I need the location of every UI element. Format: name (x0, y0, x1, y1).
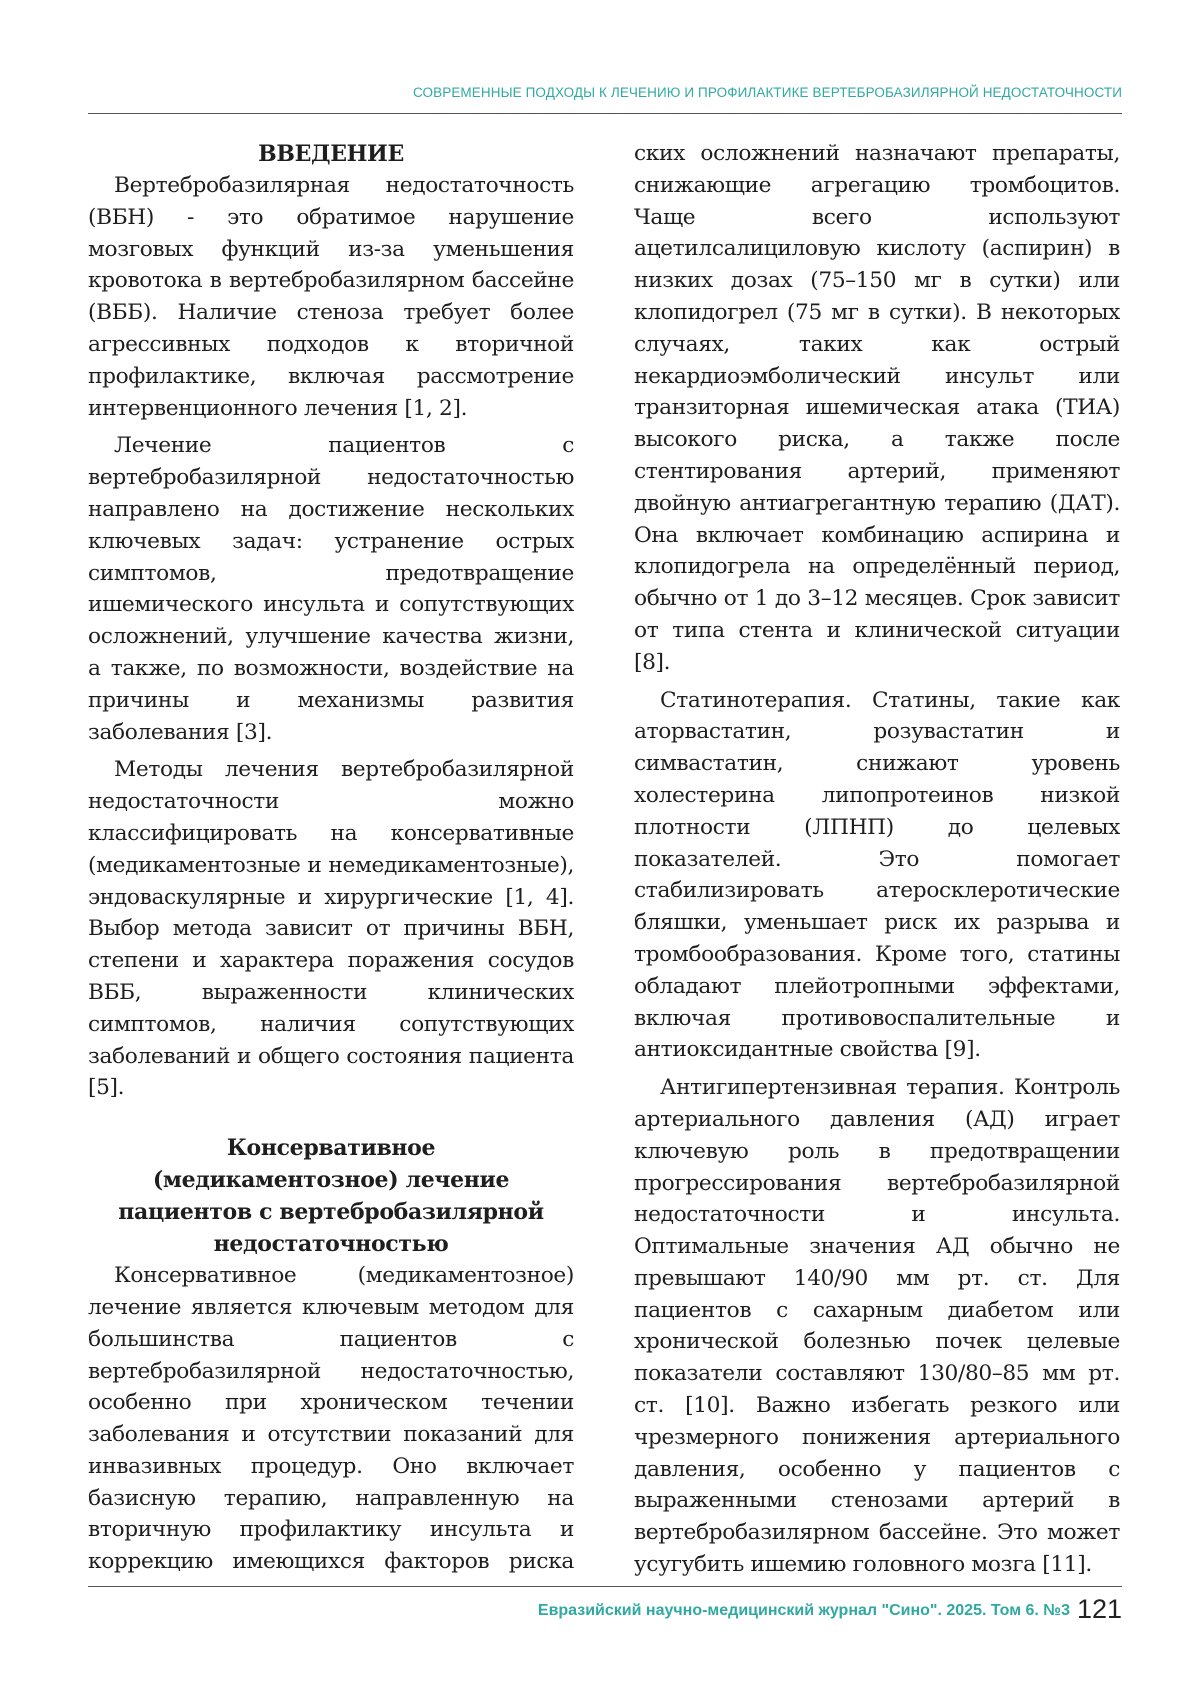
paragraph: Лечение пациентов с вертебробазилярной недостаточностью направлено на достижение нескольких ключевых задач: устранение острых симптомов, предотвращение ишемического инсульта и сопутствующих осложнений, улучшение качества жизни, а также, по возможности, воздействие на причины и механизмы развития заболевания [3]. (88, 433, 574, 745)
paragraph: Вертебробазилярная недостаточность (ВБН) - это обратимое нарушение мозговых функций из-за уменьшения кровотока в вертебробазилярном бассейне (ВББ). Наличие стеноза требует более агрессивных подходов к вторичной профилактике, включая рассмотрение интервенционного лечения [1, 2]. (88, 173, 574, 421)
heading-line: (медикаментозное) лечение (152, 1167, 510, 1194)
running-title: СОВРЕМЕННЫЕ ПОДХОДЫ К ЛЕЧЕНИЮ И ПРОФИЛАКТИКЕ ВЕРТЕБРОБАЗИЛЯРНОЙ НЕДОСТАТОЧНОСТИ (412, 85, 1122, 100)
heading-introduction: ВВЕДЕНИЕ (258, 141, 404, 167)
paragraph: Статинотерапия. Статины, такие как аторвастатин, розувастатин и симвастатин, снижают уровень холестерина липопротеинов низкой плотности (ЛПНП) до целевых показателей. Это помогает стабилизировать атеросклеротические бляшки, уменьшает риск их разрыва и тромбообразования. Кроме того, статины обладают плейотропными эффектами, включая противовоспалительные и антиоксидантные свойства [9]. (634, 687, 1120, 1063)
header-rule (88, 113, 1122, 114)
journal-citation: Евразийский научно-медицинский журнал "Сино". 2025. Том 6. №3 (537, 1602, 1070, 1619)
heading-line: пациентов с вертебробазилярной (118, 1199, 544, 1226)
paragraph: Консервативное (медикаментозное) лечение является ключевым методом для большинства пациентов с вертебробазилярной недостаточностью, особенно при хроническом течении заболевания и отсутствии показаний для инвазивных процедур. Оно включает базисную терапию, направленную на вторичную профилактику инсульта и коррекцию имеющихся факторов риска (88, 1263, 574, 1575)
heading-conservative-treatment (88, 1132, 574, 1260)
paragraph: Методы лечения вертебробазилярной недостаточности можно классифицировать на консервативные (медикаментозные и немедикаментозные), эндоваскулярные и хирургические [1, 4]. Выбор метода зависит от причины ВБН, степени и характера поражения сосудов ВББ, выраженности клинических симптомов, наличия сопутствующих заболеваний и общего состояния пациента [5]. (88, 757, 574, 1101)
paragraph-continued: ских осложнений назначают препараты, снижающие агрегацию тромбоцитов. Чаще всего используют ацетилсалициловую кислоту (аспирин) в низких дозах (75–150 мг в сутки) или клопидогрел (75 мг в сутки). В некоторых случаях, таких как острый некардиоэмболический инсульт или транзиторная ишемическая атака (ТИА) высокого риска, а также после стентирования артерий, применяют двойную антиагрегантную терапию (ДАТ). Она включает комбинацию аспирина и клопидогрела на определённый период, обычно от 1 до 3–12 месяцев. Срок зависит от типа стента и клинической ситуации [8]. (634, 141, 1120, 675)
page-number: 121 (1076, 1594, 1122, 1624)
paragraph: Антигипертензивная терапия. Контроль артериального давления (АД) играет ключевую роль в предотвращении прогрессирования вертебробазилярной недостаточности и инсульта. Оптимальные значения АД обычно не превышают 140/90 мм рт. ст. Для пациентов с сахарным диабетом или хронической болезнью почек целевые показатели составляют 130/80–85 мм рт. ст. [10]. Важно избегать резкого или чрезмерного понижения артериального давления, особенно у пациентов с выраженными стенозами артерий в вертебробазилярном бассейне. Это может усугубить ишемию головного мозга [11]. (634, 1075, 1120, 1578)
left-column (88, 138, 574, 1578)
footer-rule (88, 1586, 1122, 1587)
heading-line: Консервативное (226, 1135, 436, 1162)
heading-line: недостаточностью (213, 1231, 449, 1258)
right-column (634, 138, 1120, 1578)
